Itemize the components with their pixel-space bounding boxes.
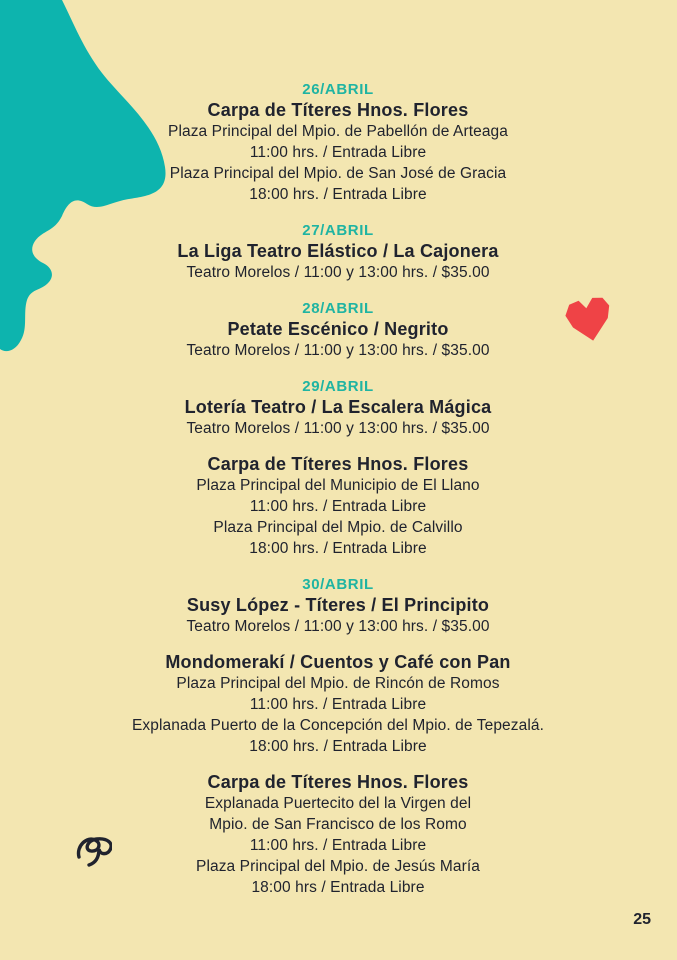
- event-title: Carpa de Títeres Hnos. Flores: [207, 772, 469, 792]
- event-block: [38, 220, 638, 283]
- event-detail: Plaza Principal del Mpio. de San José de Gracia: [169, 165, 507, 182]
- event-detail: Plaza Principal del Mpio. de Pabellón de Arteaga: [168, 123, 508, 140]
- event-title: Mondomerakí / Cuentos y Café con Pan: [165, 652, 511, 672]
- event-detail: Teatro Morelos / 11:00 y 13:00 hrs. / $35.00: [186, 342, 490, 359]
- event-detail: Teatro Morelos / 11:00 y 13:00 hrs. / $35.00: [186, 618, 490, 635]
- event-block: [38, 772, 638, 898]
- event-detail: 18:00 hrs / Entrada Libre: [251, 879, 425, 896]
- event-block: [38, 376, 638, 439]
- event-detail: 11:00 hrs. / Entrada Libre: [249, 498, 427, 515]
- event-detail: 11:00 hrs. / Entrada Libre: [249, 837, 427, 854]
- event-detail: Mpio. de San Francisco de los Romo: [209, 816, 467, 833]
- event-detail: Plaza Principal del Mpio. de Calvillo: [213, 519, 463, 536]
- event-title: Carpa de Títeres Hnos. Flores: [207, 100, 469, 120]
- event-date: 28/ABRIL: [302, 300, 374, 317]
- event-block: [38, 574, 638, 637]
- event-date: 30/ABRIL: [302, 576, 374, 593]
- event-date: 27/ABRIL: [302, 222, 374, 239]
- event-date: 29/ABRIL: [302, 378, 374, 395]
- event-block: [38, 298, 638, 361]
- event-block: [38, 652, 638, 757]
- event-title: Carpa de Títeres Hnos. Flores: [207, 454, 469, 474]
- event-detail: 18:00 hrs. / Entrada Libre: [249, 186, 427, 203]
- event-detail: 11:00 hrs. / Entrada Libre: [249, 144, 427, 161]
- events-list: [38, 79, 638, 913]
- event-title: Susy López - Títeres / El Principito: [186, 595, 490, 615]
- event-title: Lotería Teatro / La Escalera Mágica: [184, 397, 492, 417]
- event-detail: Plaza Principal del Municipio de El Llano: [196, 477, 480, 494]
- event-date: 26/ABRIL: [302, 81, 374, 98]
- event-detail: 11:00 hrs. / Entrada Libre: [249, 696, 427, 713]
- event-title: La Liga Teatro Elástico / La Cajonera: [177, 241, 499, 261]
- page-number: 25: [633, 911, 651, 928]
- event-block: [38, 454, 638, 559]
- event-detail: Explanada Puertecito del la Virgen del: [204, 795, 472, 812]
- event-detail: 18:00 hrs. / Entrada Libre: [249, 540, 427, 557]
- event-detail: 18:00 hrs. / Entrada Libre: [249, 738, 427, 755]
- event-detail: Explanada Puerto de la Concepción del Mpio. de Tepezalá.: [131, 717, 545, 734]
- event-detail: Teatro Morelos / 11:00 y 13:00 hrs. / $35.00: [186, 264, 490, 281]
- event-detail: Plaza Principal del Mpio. de Rincón de Romos: [176, 675, 500, 692]
- event-block: [38, 79, 638, 205]
- event-detail: Plaza Principal del Mpio. de Jesús María: [196, 858, 480, 875]
- event-detail: Teatro Morelos / 11:00 y 13:00 hrs. / $35.00: [186, 420, 490, 437]
- event-title: Petate Escénico / Negrito: [227, 319, 449, 339]
